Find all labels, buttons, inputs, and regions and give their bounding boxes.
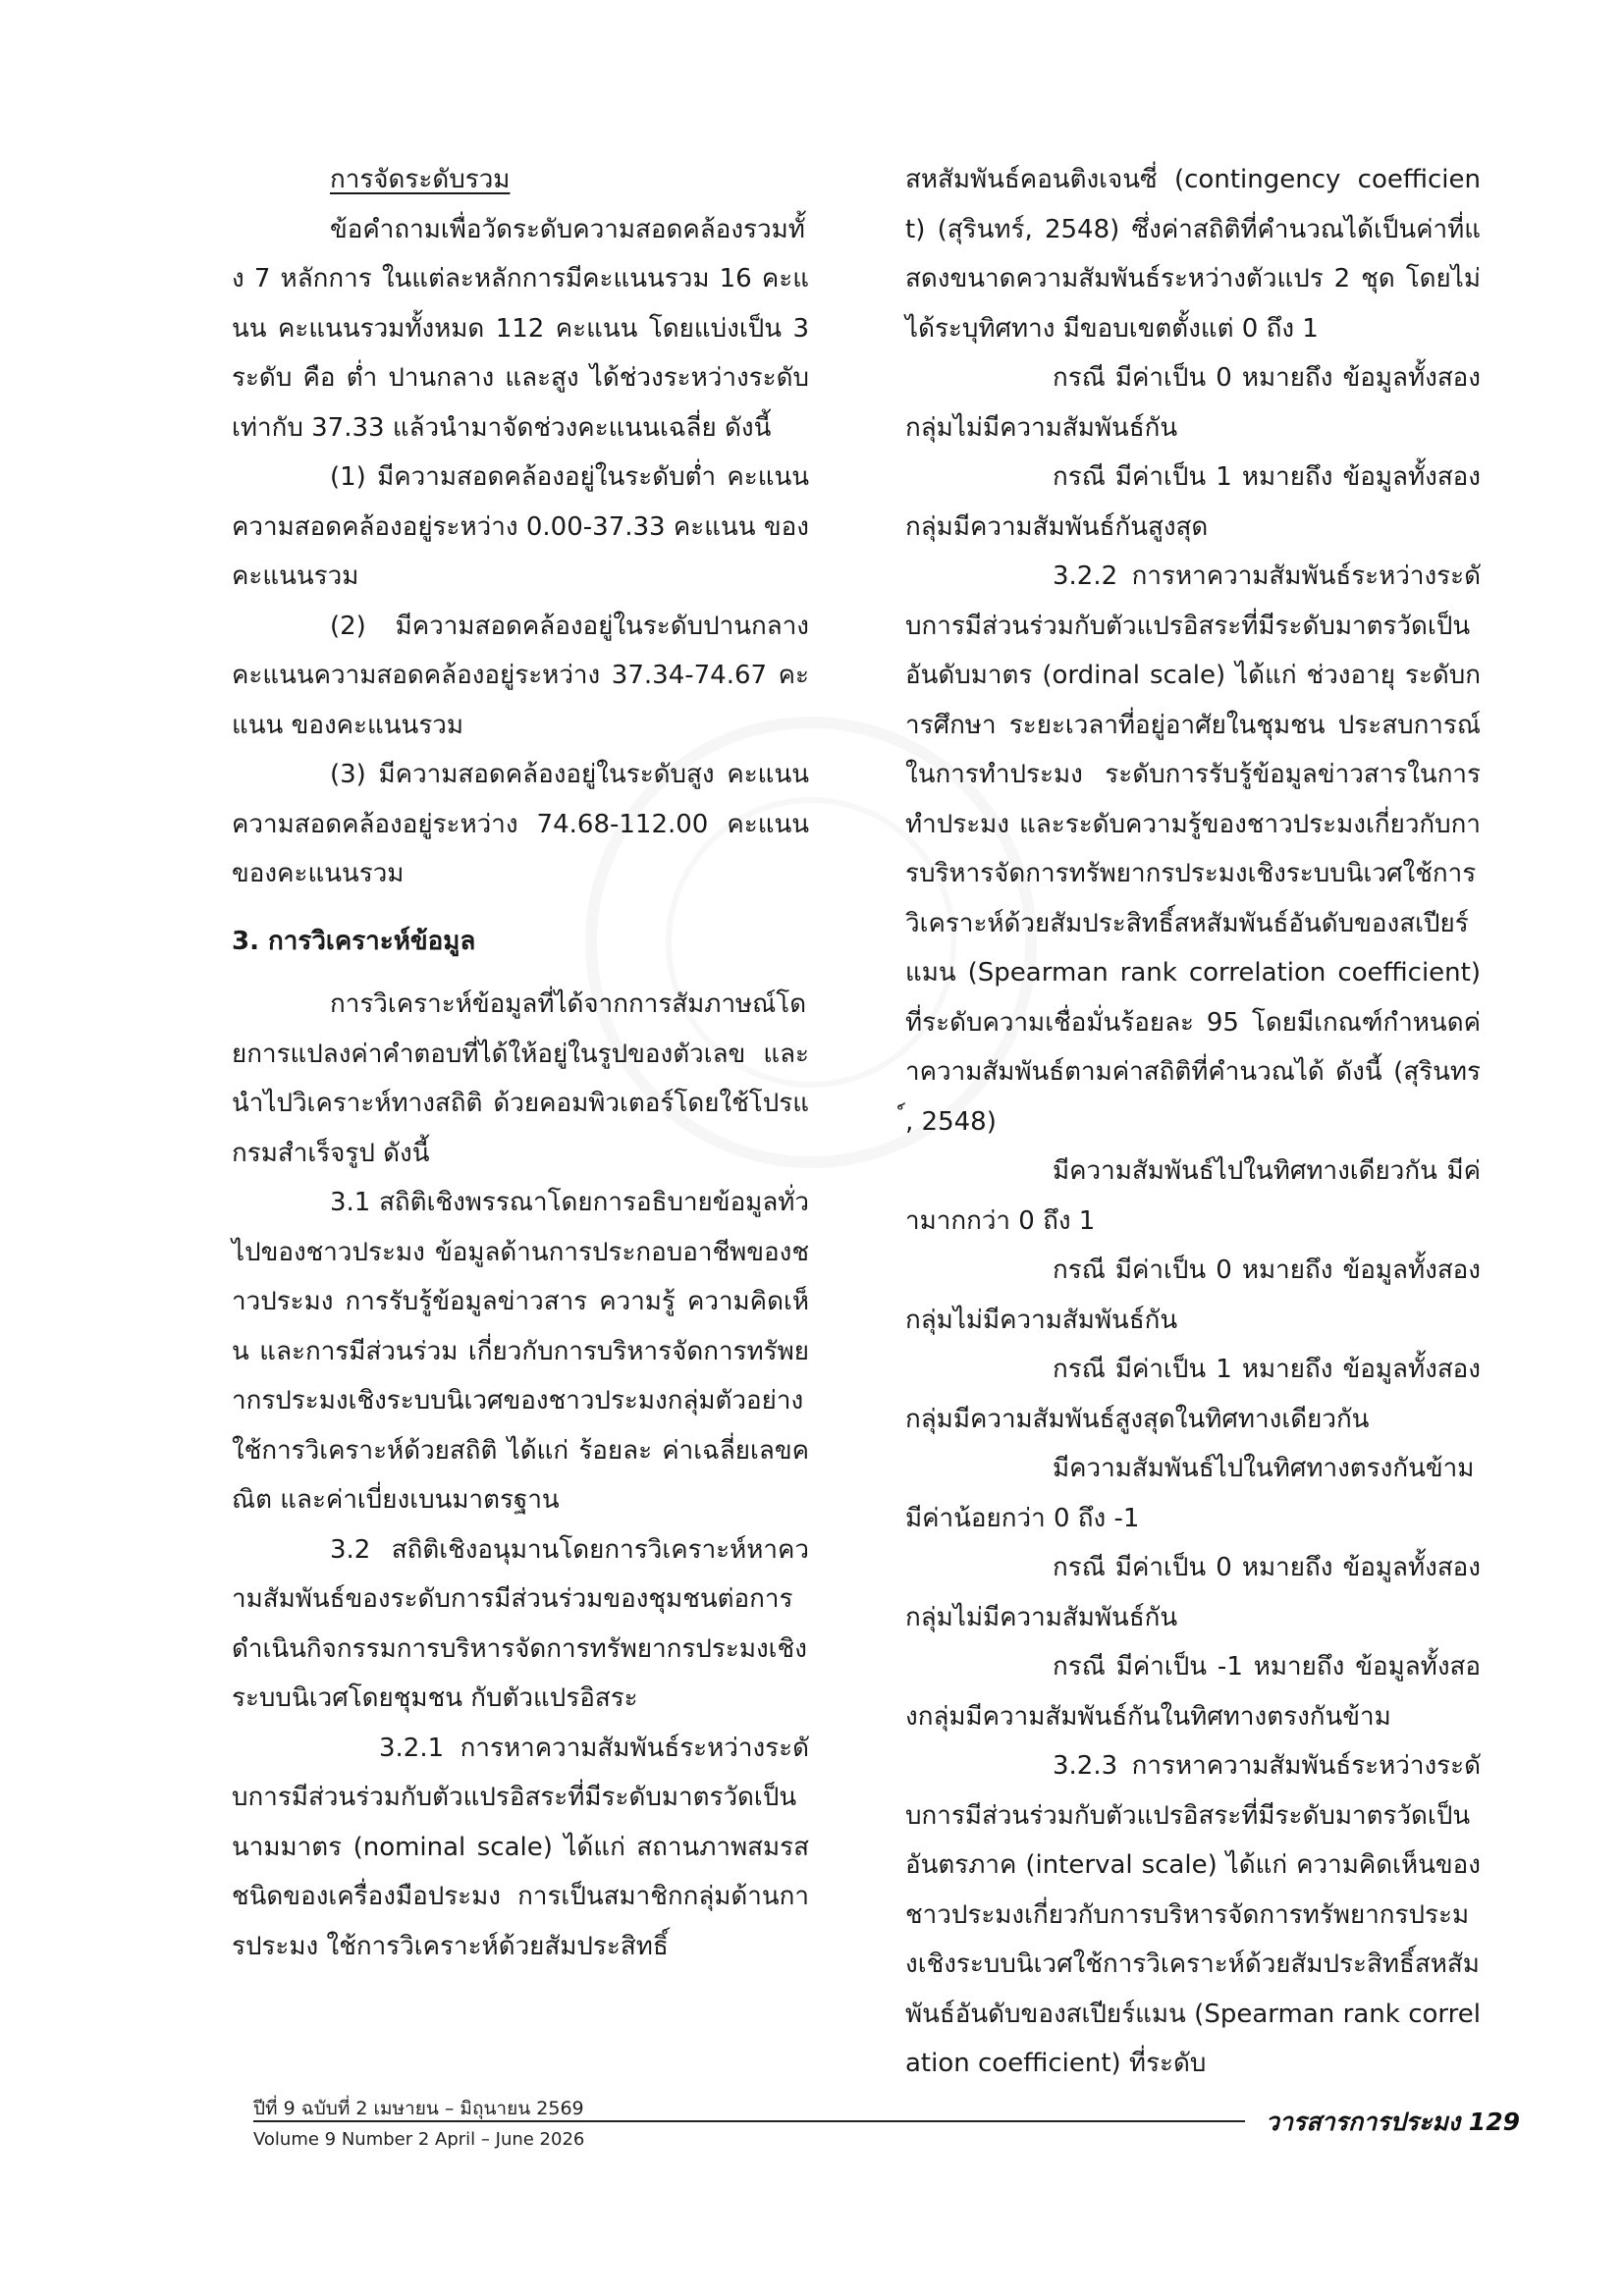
paragraph-analysis-intro: การวิเคราะห์ข้อมูลที่ได้จากการสัมภาษณ์โดยการแปลงค่าคำตอบที่ได้ให้อยู่ในรูปของตัวเลข และนำไปวิเคราะห์ทางสถิติ ด้วยคอมพิวเตอร์โดยใช้โปรแกรมสำเร็จรูป ดังนี้ — [232, 989, 809, 1168]
footer-journal-page: วารสารการประมง 129 — [1265, 2108, 1520, 2136]
paragraph-contingency: สหสัมพันธ์คอนติงเจนซี่ (contingency coefficient) (สุรินทร์, 2548) ซึ่งค่าสถิติที่คำนวณได้เป็นค่าที่แสดงขนาดความสัมพันธ์ระหว่างตัวแปร 2 ชุด โดยไม่ได้ระบุทิศทาง มีขอบเขตตั้งแต่ 0 ถึง 1 — [905, 165, 1481, 344]
footer-issue-thai: ปีที่ 9 ฉบับที่ 2 เมษายน – มิถุนายน 2569 — [253, 2098, 584, 2119]
paragraph-level-scoring: ข้อคำถามเพื่อวัดระดับความสอดคล้องรวมทั้ง 7 หลักการ ในแต่ละหลักการมีคะแนนรวม 16 คะแนน คะแนนรวมทั้งหมด 112 คะแนน โดยแบ่งเป็น 3 ระดับ คือ ต่ำ ปานกลาง และสูง ได้ช่วงระหว่างระดับ เท่ากับ 37.33 แล้วนำมาจัดช่วงคะแนนเฉลี่ย ดังนี้ — [232, 214, 809, 443]
paragraph-3-1: 3.1 สถิติเชิงพรรณาโดยการอธิบายข้อมูลทั่วไปของชาวประมง ข้อมูลด้านการประกอบอาชีพของชาวประมง การรับรู้ข้อมูลข่าวสาร ความรู้ ความคิดเห็น และการมีส่วนร่วม เกี่ยวกับการบริหารจัดการทรัพยากรประมงเชิงระบบนิเวศของชาวประมงกลุ่มตัวอย่าง ใช้การวิเคราะห์ด้วยสถิติ ได้แก่ ร้อยละ ค่าเฉลี่ยเลขคณิต และค่าเบี่ยงเบนมาตรฐาน — [232, 1188, 809, 1515]
paragraph-case-zero-a: กรณี มีค่าเป็น 0 หมายถึง ข้อมูลทั้งสองกลุ่มไม่มีความสัมพันธ์กัน — [905, 363, 1481, 443]
paragraph-opposite-direction: มีความสัมพันธ์ไปในทิศทางตรงกันข้าม มีค่าน้อยกว่า 0 ถึง -1 — [905, 1454, 1475, 1533]
paragraph-3-2: 3.2 สถิติเชิงอนุมานโดยการวิเคราะห์หาความสัมพันธ์ของระดับการมีส่วนร่วมของชุมชนต่อการดำเนินกิจกรรมการบริหารจัดการทรัพยากรประมงเชิงระบบนิเวศโดยชุมชน กับตัวแปรอิสระ — [232, 1534, 809, 1713]
paragraph-case-one-b: กรณี มีค่าเป็น 1 หมายถึง ข้อมูลทั้งสองกลุ่มมีความสัมพันธ์สูงสุดในทิศทางเดียวกัน — [905, 1355, 1481, 1434]
paragraph-level-medium: (2) มีความสอดคล้องอยู่ในระดับปานกลาง คะแนนความสอดคล้องอยู่ระหว่าง 37.34-74.67 คะแนน ของคะแนนรวม — [232, 611, 809, 740]
paragraph-3-2-1: 3.2.1 การหาความสัมพันธ์ระหว่างระดับการมีส่วนร่วมกับตัวแปรอิสระที่มีระดับมาตรวัดเป็นนามมาตร (nominal scale) ได้แก่ สถานภาพสมรส ชนิดของเครื่องมือประมง การเป็นสมาชิกกลุ่มด้านการประมง ใช้การวิเคราะห์ด้วยสัมประสิทธิ์ — [232, 1733, 809, 1961]
subheading-overall-level: การจัดระดับรวม — [330, 165, 511, 194]
paragraph-case-one-a: กรณี มีค่าเป็น 1 หมายถึง ข้อมูลทั้งสองกลุ่มมีความสัมพันธ์กันสูงสุด — [905, 462, 1481, 542]
footer-divider — [253, 2120, 1245, 2122]
paragraph-case-neg-one: กรณี มีค่าเป็น -1 หมายถึง ข้อมูลทั้งสองกลุ่มมีความสัมพันธ์กันในทิศทางตรงกันข้าม — [905, 1652, 1481, 1732]
paragraph-case-zero-c: กรณี มีค่าเป็น 0 หมายถึง ข้อมูลทั้งสองกลุ่มไม่มีความสัมพันธ์กัน — [905, 1553, 1481, 1632]
paragraph-3-2-2: 3.2.2 การหาความสัมพันธ์ระหว่างระดับการมีส่วนร่วมกับตัวแปรอิสระที่มีระดับมาตรวัดเป็นอันดับมาตร (ordinal scale) ได้แก่ ช่วงอายุ ระดับการศึกษา ระยะเวลาที่อยู่อาศัยในชุมชน ประสบการณ์ในการทำประมง ระดับการรับรู้ข้อมูลข่าวสารในการทำประมง และระดับความรู้ของชาวประมงเกี่ยวกับการบริหารจัดการทรัพยากรประมงเชิงระบบนิเวศใช้การวิเคราะห์ด้วยสัมประสิทธิ์สหสัมพันธ์อันดับของสเปียร์แมน (Spearman rank correlation coefficient) ที่ระดับความเชื่อมั่นร้อยละ 95 โดยมีเกณฑ์กำหนดค่าความสัมพันธ์ตามค่าสถิติที่คำนวณได้ ดังนี้ (สุรินทร์, 2548) — [905, 561, 1481, 1137]
footer-issue-english: Volume 9 Number 2 April – June 2026 — [253, 2129, 585, 2150]
paragraph-same-direction: มีความสัมพันธ์ไปในทิศทางเดียวกัน มีค่ามากกว่า 0 ถึง 1 — [905, 1156, 1481, 1236]
page-footer — [253, 2094, 1520, 2153]
section-heading-data-analysis: 3. การวิเคราะห์ข้อมูล — [232, 926, 476, 956]
paragraph-3-2-3: 3.2.3 การหาความสัมพันธ์ระหว่างระดับการมีส่วนร่วมกับตัวแปรอิสระที่มีระดับมาตรวัดเป็นอันตรภาค (interval scale) ได้แก่ ความคิดเห็นของชาวประมงเกี่ยวกับการบริหารจัดการทรัพยากรประมงเชิงระบบนิเวศใช้การวิเคราะห์ด้วยสัมประสิทธิ์สหสัมพันธ์อันดับของสเปียร์แมน (Spearman rank correlation coefficient) ที่ระดับ — [905, 1751, 1481, 2078]
left-column — [232, 155, 809, 1971]
right-column — [905, 155, 1481, 2089]
paragraph-level-high: (3) มีความสอดคล้องอยู่ในระดับสูง คะแนนความสอดคล้องอยู่ระหว่าง 74.68-112.00 คะแนน ของคะแนนรวม — [232, 760, 809, 888]
paragraph-level-low: (1) มีความสอดคล้องอยู่ในระดับต่ำ คะแนนความสอดคล้องอยู่ระหว่าง 0.00-37.33 คะแนน ของคะแนนรวม — [232, 462, 809, 591]
paragraph-case-zero-b: กรณี มีค่าเป็น 0 หมายถึง ข้อมูลทั้งสองกลุ่มไม่มีความสัมพันธ์กัน — [905, 1255, 1481, 1335]
